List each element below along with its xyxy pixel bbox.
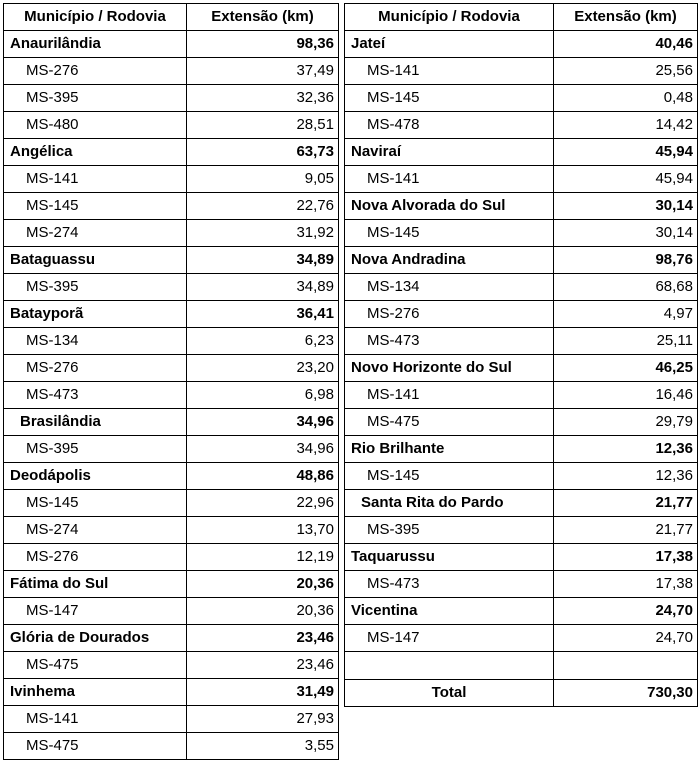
extensao-value: 17,38 [554, 544, 698, 571]
rodovia-row [345, 112, 698, 139]
municipio-row [4, 139, 339, 166]
header-municipio: Município / Rodovia [345, 4, 554, 31]
extensao-value: 46,25 [554, 355, 698, 382]
extensao-value: 25,11 [554, 328, 698, 355]
extensao-value: 27,93 [187, 706, 339, 733]
extensao-value: 34,96 [187, 436, 339, 463]
municipio-row [4, 301, 339, 328]
rodovia-name: MS-145 [4, 193, 187, 220]
rodovia-name: MS-395 [4, 436, 187, 463]
extensao-value: 36,41 [187, 301, 339, 328]
rodovia-row [4, 733, 339, 760]
extensao-value: 9,05 [187, 166, 339, 193]
rodovia-row [345, 382, 698, 409]
municipio-name: Fátima do Sul [4, 571, 187, 598]
rodovia-name: MS-475 [4, 733, 187, 760]
rodovia-row [4, 382, 339, 409]
rodovia-row [345, 625, 698, 652]
extensao-value: 32,36 [187, 85, 339, 112]
empty-row [345, 652, 698, 680]
total-value: 730,30 [554, 680, 698, 707]
municipio-row [345, 490, 698, 517]
municipio-row [345, 247, 698, 274]
municipio-name: Deodápolis [4, 463, 187, 490]
extensao-value: 6,98 [187, 382, 339, 409]
extensao-value: 34,89 [187, 274, 339, 301]
header-row [345, 4, 698, 31]
rodovia-name: MS-473 [345, 328, 554, 355]
rodovia-row [4, 58, 339, 85]
extensao-value: 17,38 [554, 571, 698, 598]
municipio-row [4, 247, 339, 274]
extensao-value: 20,36 [187, 598, 339, 625]
total-row [345, 680, 698, 707]
rodovia-name: MS-473 [4, 382, 187, 409]
extensao-value: 28,51 [187, 112, 339, 139]
municipio-name: Glória de Dourados [4, 625, 187, 652]
rodovia-row [4, 328, 339, 355]
rodovia-row [345, 58, 698, 85]
rodovia-name: MS-145 [345, 220, 554, 247]
extensao-value: 63,73 [187, 139, 339, 166]
rodovia-row [4, 490, 339, 517]
rodovia-name: MS-141 [4, 706, 187, 733]
rodovia-name: MS-141 [345, 166, 554, 193]
rodovia-name: MS-276 [4, 544, 187, 571]
rodovia-row [4, 436, 339, 463]
rodovia-row [4, 598, 339, 625]
extensao-value: 22,76 [187, 193, 339, 220]
municipio-name: Brasilândia [4, 409, 187, 436]
municipio-name: Anaurilândia [4, 31, 187, 58]
rodovia-name: MS-480 [4, 112, 187, 139]
rodovia-name: MS-141 [345, 382, 554, 409]
municipio-name: Rio Brilhante [345, 436, 554, 463]
municipio-name: Nova Alvorada do Sul [345, 193, 554, 220]
extensao-value: 12,19 [187, 544, 339, 571]
rodovia-name: MS-473 [345, 571, 554, 598]
rodovia-row [4, 517, 339, 544]
rodovia-row [345, 220, 698, 247]
extensao-value: 3,55 [187, 733, 339, 760]
extensao-value: 25,56 [554, 58, 698, 85]
municipio-name: Vicentina [345, 598, 554, 625]
extensao-value: 45,94 [554, 139, 698, 166]
rodovia-name: MS-145 [345, 85, 554, 112]
extensao-value: 98,76 [554, 247, 698, 274]
rodovia-name: MS-145 [4, 490, 187, 517]
extensao-value: 20,36 [187, 571, 339, 598]
rodovia-row [4, 355, 339, 382]
municipio-name [345, 652, 554, 680]
rodovia-name: MS-141 [4, 166, 187, 193]
rodovia-name: MS-276 [4, 355, 187, 382]
extensao-value: 48,86 [187, 463, 339, 490]
extensao-value: 0,48 [554, 85, 698, 112]
rodovia-row [345, 274, 698, 301]
extensao-value: 30,14 [554, 193, 698, 220]
rodovia-name: MS-395 [345, 517, 554, 544]
rodovia-name: MS-475 [345, 409, 554, 436]
municipio-row [345, 355, 698, 382]
municipio-row [4, 625, 339, 652]
municipio-row [4, 463, 339, 490]
extensao-value: 30,14 [554, 220, 698, 247]
rodovia-name: MS-147 [345, 625, 554, 652]
rodovia-name: MS-141 [345, 58, 554, 85]
municipio-name: Novo Horizonte do Sul [345, 355, 554, 382]
municipio-row [345, 139, 698, 166]
rodovia-row [4, 112, 339, 139]
municipio-row [345, 544, 698, 571]
header-extensao: Extensão (km) [187, 4, 339, 31]
rodovia-name: MS-147 [4, 598, 187, 625]
rodovia-row [345, 409, 698, 436]
municipio-row [4, 571, 339, 598]
rodovia-name: MS-276 [4, 58, 187, 85]
rodovia-name: MS-274 [4, 517, 187, 544]
municipio-row [4, 31, 339, 58]
extensao-value: 14,42 [554, 112, 698, 139]
municipio-name: Batayporã [4, 301, 187, 328]
municipio-row [4, 409, 339, 436]
municipio-row [345, 193, 698, 220]
header-row [4, 4, 339, 31]
extensao-table-right [344, 3, 698, 707]
extensao-value [554, 652, 698, 680]
rodovia-row [4, 85, 339, 112]
rodovia-name: MS-134 [345, 274, 554, 301]
rodovia-row [345, 463, 698, 490]
municipio-name: Bataguassu [4, 247, 187, 274]
rodovia-name: MS-395 [4, 274, 187, 301]
extensao-value: 45,94 [554, 166, 698, 193]
rodovia-name: MS-395 [4, 85, 187, 112]
extensao-value: 34,89 [187, 247, 339, 274]
extensao-value: 24,70 [554, 598, 698, 625]
municipio-row [345, 436, 698, 463]
municipio-row [4, 679, 339, 706]
extensao-value: 29,79 [554, 409, 698, 436]
rodovia-row [345, 301, 698, 328]
rodovia-row [345, 166, 698, 193]
extensao-value: 4,97 [554, 301, 698, 328]
rodovia-name: MS-478 [345, 112, 554, 139]
rodovia-row [4, 706, 339, 733]
extensao-value: 68,68 [554, 274, 698, 301]
header-extensao: Extensão (km) [554, 4, 698, 31]
municipio-row [345, 31, 698, 58]
rodovia-name: MS-134 [4, 328, 187, 355]
municipio-row [345, 598, 698, 625]
extensao-value: 21,77 [554, 517, 698, 544]
municipio-name: Jateí [345, 31, 554, 58]
extensao-value: 24,70 [554, 625, 698, 652]
extensao-value: 23,46 [187, 652, 339, 679]
rodovia-row [4, 544, 339, 571]
municipio-name: Angélica [4, 139, 187, 166]
total-label: Total [345, 680, 554, 707]
header-municipio: Município / Rodovia [4, 4, 187, 31]
municipio-name: Taquarussu [345, 544, 554, 571]
extensao-value: 23,20 [187, 355, 339, 382]
rodovia-row [345, 328, 698, 355]
extensao-value: 21,77 [554, 490, 698, 517]
rodovia-row [4, 274, 339, 301]
rodovia-row [4, 220, 339, 247]
extensao-value: 40,46 [554, 31, 698, 58]
rodovia-row [345, 85, 698, 112]
municipio-name: Nova Andradina [345, 247, 554, 274]
rodovia-name: MS-145 [345, 463, 554, 490]
extensao-value: 37,49 [187, 58, 339, 85]
extensao-value: 31,49 [187, 679, 339, 706]
extensao-value: 12,36 [554, 463, 698, 490]
extensao-value: 6,23 [187, 328, 339, 355]
rodovia-row [4, 166, 339, 193]
extensao-value: 98,36 [187, 31, 339, 58]
extensao-value: 22,96 [187, 490, 339, 517]
extensao-value: 31,92 [187, 220, 339, 247]
extensao-value: 13,70 [187, 517, 339, 544]
rodovia-name: MS-475 [4, 652, 187, 679]
extensao-value: 16,46 [554, 382, 698, 409]
rodovia-row [345, 517, 698, 544]
municipio-name: Ivinhema [4, 679, 187, 706]
extensao-value: 34,96 [187, 409, 339, 436]
rodovia-row [345, 571, 698, 598]
rodovia-row [4, 652, 339, 679]
extensao-table-left [3, 3, 339, 760]
rodovia-row [4, 193, 339, 220]
rodovia-name: MS-274 [4, 220, 187, 247]
extensao-value: 23,46 [187, 625, 339, 652]
municipio-name: Naviraí [345, 139, 554, 166]
municipio-name: Santa Rita do Pardo [345, 490, 554, 517]
extensao-value: 12,36 [554, 436, 698, 463]
rodovia-name: MS-276 [345, 301, 554, 328]
